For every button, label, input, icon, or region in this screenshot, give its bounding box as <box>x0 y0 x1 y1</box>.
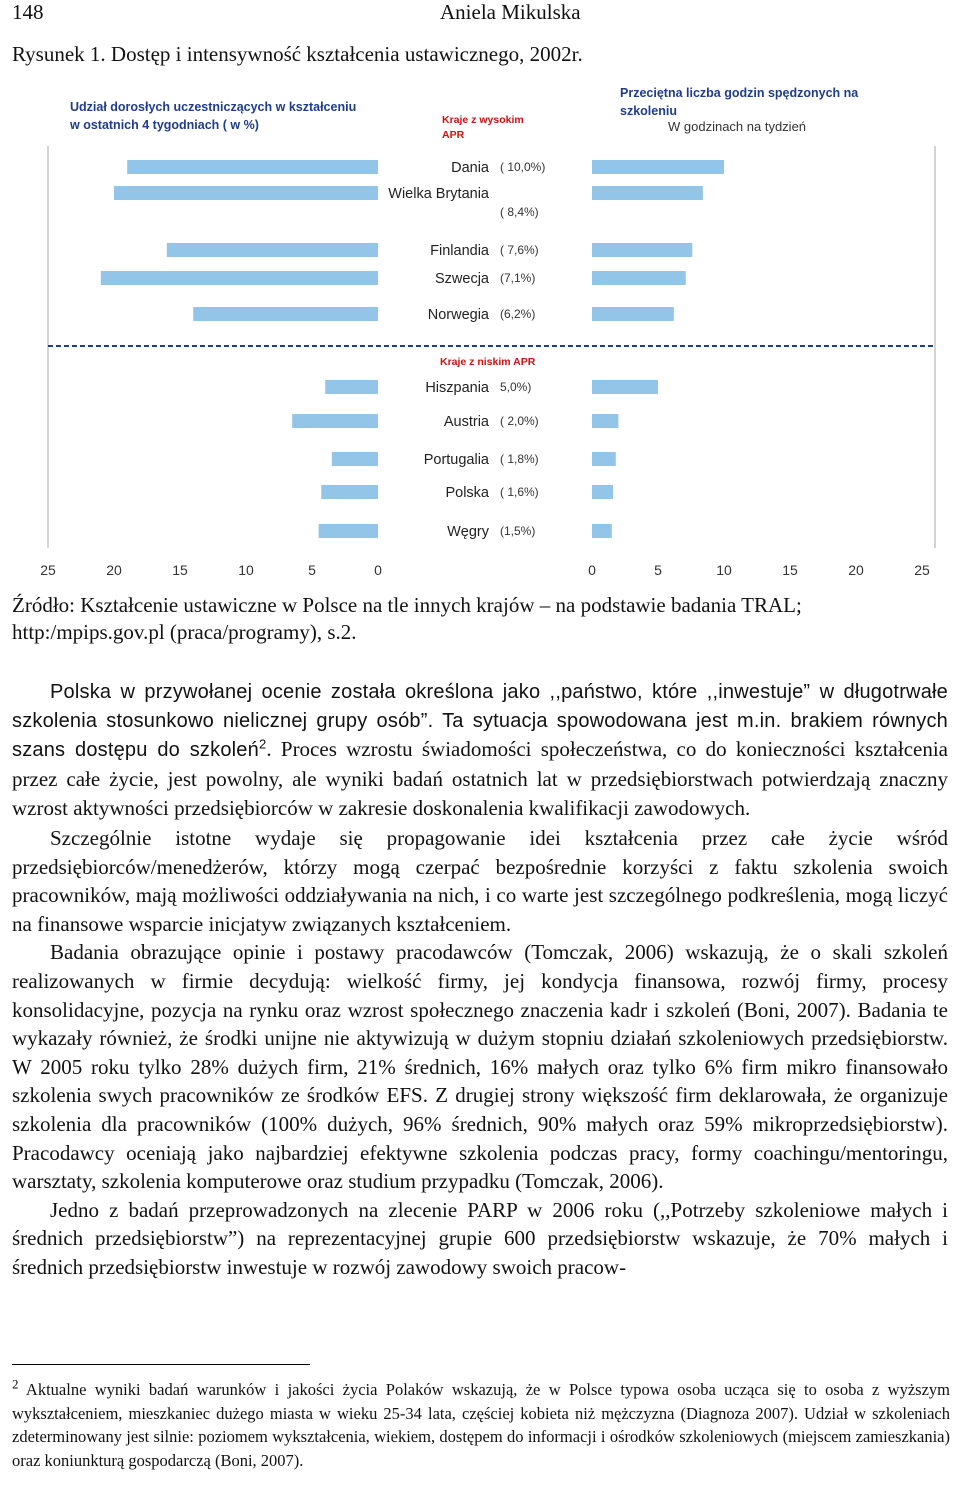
category-label-hiszpania: Hiszpania <box>425 380 489 396</box>
right-axis-tick-15: 15 <box>782 562 798 578</box>
figure-chart <box>0 78 960 583</box>
paragraph-1-rest: . Proces wzrostu świadomości społeczeństwa, co do konieczności kształcenia przez całe życie, jest powolny, ale wyniki badań ostatnich lat w przedsiębiorstwach potwierdzają znaczny wzrost aktywności przedsiębiorców w zakresie doskonalenia kwalifikacji zawodowych. <box>12 737 949 821</box>
main-body-text <box>12 678 948 1281</box>
value-label-austria: ( 2,0%) <box>500 414 539 428</box>
value-label-wegry: (1,5%) <box>500 524 536 538</box>
paragraph-3: Badania obrazujące opinie i postawy pracodawców (Tomczak, 2006) wskazują, że o skali szkoleń realizowanych w firmie decydują: wielkość firmy, jej kondycja finansowa, rozwój firmy, procesy konsolidacyjne, pozycja na rynku oraz wzrost społecznego znaczenia kadr i szkoleń (Boni, 2007). Badania te wykazały również, że środki unijne nie aktywizują w dużym stopniu działań szkoleniowych przedsiębiorstw. W 2005 roku tylko 28% dużych firm, 21% średnich, 16% małych oraz tylko 6% firm mikro finansowało szkolenia swych pracowników ze środków EFS. Z drugiej strony większość firm deklarowała, że organizuje szkolenia dla pracowników (100% dużych, 96% średnich, 90% małych oraz 59% mikroprzedsiębiorstw). Pracodawcy oceniają jako najbardziej efektywne szkolenia podczas pracy, formy coachingu/mentoringu, warsztaty, szkolenia komputerowe oraz studium przypadku (Tomczak, 2006). <box>12 940 948 1194</box>
paragraph-1 <box>12 678 948 824</box>
left-axis-tick-5: 5 <box>308 562 316 578</box>
value-label-hiszpania: 5,0%) <box>500 380 532 394</box>
right-bars-group <box>592 160 724 538</box>
left-bars-group <box>101 160 378 538</box>
left-bar-wegry <box>319 524 378 538</box>
footnote-marker: 2 <box>12 1376 19 1392</box>
right-axis-tick-0: 0 <box>588 562 596 578</box>
left-bar-norwegia <box>193 307 378 321</box>
category-label-wegry: Węgry <box>447 524 489 540</box>
right-axis-ticks <box>588 562 930 578</box>
value-label-finlandia: ( 7,6%) <box>500 243 539 257</box>
left-bar-austria <box>292 414 378 428</box>
left-bar-finlandia <box>167 243 378 257</box>
category-label-portugalia: Portugalia <box>423 452 489 468</box>
right-axis-tick-10: 10 <box>716 562 732 578</box>
right-bar-wielka-brytania <box>592 186 703 200</box>
left-axis-ticks <box>40 562 382 578</box>
value-labels-group <box>500 160 545 538</box>
right-axis-tick-20: 20 <box>848 562 864 578</box>
value-label-polska: ( 1,6%) <box>500 485 539 499</box>
left-axis-tick-10: 10 <box>238 562 254 578</box>
value-label-szwecja: (7,1%) <box>500 271 536 285</box>
right-bar-polska <box>592 485 613 499</box>
left-axis-tick-0: 0 <box>374 562 382 578</box>
left-bar-portugalia <box>332 452 378 466</box>
left-axis-tick-25: 25 <box>40 562 56 578</box>
figure-caption: Rysunek 1. Dostęp i intensywność kształcenia ustawicznego, 2002r. <box>12 42 583 66</box>
value-label-dania: ( 10,0%) <box>500 160 546 174</box>
category-label-austria: Austria <box>443 414 489 430</box>
paragraph-1-lead: Polska w przywołanej ocenie została określona jako ,,państwo, które ,,inwestuje” w długotrwałe szkolenia stosunkowo nielicznej grupy osób”. Ta sytuacja spowodowana jest m.in. brakiem równych szans dostępu do szkoleń <box>12 681 948 762</box>
right-chart-title-line1: Przeciętna liczba godzin spędzonych na <box>620 86 859 100</box>
category-label-finlandia: Finlandia <box>430 243 489 259</box>
left-bar-polska <box>321 485 378 499</box>
right-bar-norwegia <box>592 307 674 321</box>
right-bar-wegry <box>592 524 612 538</box>
left-bar-dania <box>127 160 378 174</box>
paragraph-4: Jedno z badań przeprowadzonych na zlecenie PARP w 2006 roku (,,Potrzeby szkoleniowe małych i średnich przedsiębiorstw”) na reprezentacyjnej grupie 600 przedsiębiorstw wskazuje, że 70% małych i średnich przedsiębiorstw inwestuje w rozwój zawodowy swoich pracow- <box>12 1197 948 1279</box>
category-label-polska: Polska <box>445 485 489 501</box>
category-label-norwegia: Norwegia <box>427 307 489 323</box>
figure-source-note: Źródło: Kształcenie ustawiczne w Polsce na tle innych krajów – na podstawie badania TRAL; http:/mpips.gov.pl (praca/programy), s.2. <box>12 593 802 644</box>
paragraph-2: Szczególnie istotne wydaje się propagowanie idei kształcenia przez całe życie wśród przedsiębiorców/menedżerów, którzy mogą czerpać bezpośrednie korzyści z faktu szkolenia swoich pracowników, mają możliwości oddziaływania na nich, i co warte jest szczególnego podkreślenia, mogą liczyć na finansowe wsparcie inicjatyw związanych kształceniem. <box>12 825 948 936</box>
page-header <box>12 0 948 28</box>
category-label-szwecja: Szwecja <box>435 271 489 287</box>
right-bar-finlandia <box>592 243 692 257</box>
left-bar-wielka-brytania <box>114 186 378 200</box>
category-label-dania: Dania <box>451 160 489 176</box>
right-bar-austria <box>592 414 618 428</box>
footnote <box>12 1378 950 1472</box>
right-chart-title-line2: szkoleniu <box>620 104 677 118</box>
page-number: 148 <box>12 0 44 24</box>
value-label-norwegia: (6,2%) <box>500 307 536 321</box>
right-bar-dania <box>592 160 724 174</box>
left-bar-hiszpania <box>325 380 378 394</box>
group-high-label-line1: Kraje z wysokim <box>442 114 524 126</box>
footnote-text: Aktualne wyniki badań warunków i jakości życia Polaków wskazują, że w Polsce typowa osoba ucząca się to osoba z wyższym wykształceniem, mieszkaniec dużego miasta w wieku 25-34 lata, częściej kobieta niż mężczyzna (Diagnoza 2007). Udział w szkoleniach zdeterminowany jest silnie: poziomem wykształcenia, wiekiem, dostępem do informacji i ośrodków szkoleniowych (miejscem zamieszkania) oraz koniunkturą gospodarczą (Boni, 2007). <box>12 1380 950 1470</box>
left-bar-szwecja <box>101 271 378 285</box>
right-axis-tick-5: 5 <box>654 562 662 578</box>
right-chart-subtitle: W godzinach na tydzień <box>668 119 807 134</box>
right-axis-tick-25: 25 <box>914 562 930 578</box>
right-bar-hiszpania <box>592 380 658 394</box>
left-axis-tick-20: 20 <box>106 562 122 578</box>
group-low-label: Kraje z niskim APR <box>440 356 536 368</box>
left-axis-tick-15: 15 <box>172 562 188 578</box>
group-high-label-line2: APR <box>442 129 465 141</box>
right-bar-szwecja <box>592 271 686 285</box>
running-head-author: Aniela Mikulska <box>440 0 581 24</box>
category-labels-group <box>388 160 490 540</box>
left-chart-title-line2: w ostatnich 4 tygodniach ( w %) <box>70 118 259 132</box>
left-chart-title-line1: Udział dorosłych uczestniczących w kształceniu <box>70 100 357 114</box>
category-label-wielka-brytania: Wielka Brytania <box>388 186 489 202</box>
footnote-separator <box>12 1364 310 1365</box>
footnote-reference: 2 <box>258 736 267 752</box>
value-label-wielka-brytania: ( 8,4%) <box>500 205 539 219</box>
right-bar-portugalia <box>592 452 616 466</box>
value-label-portugalia: ( 1,8%) <box>500 452 539 466</box>
